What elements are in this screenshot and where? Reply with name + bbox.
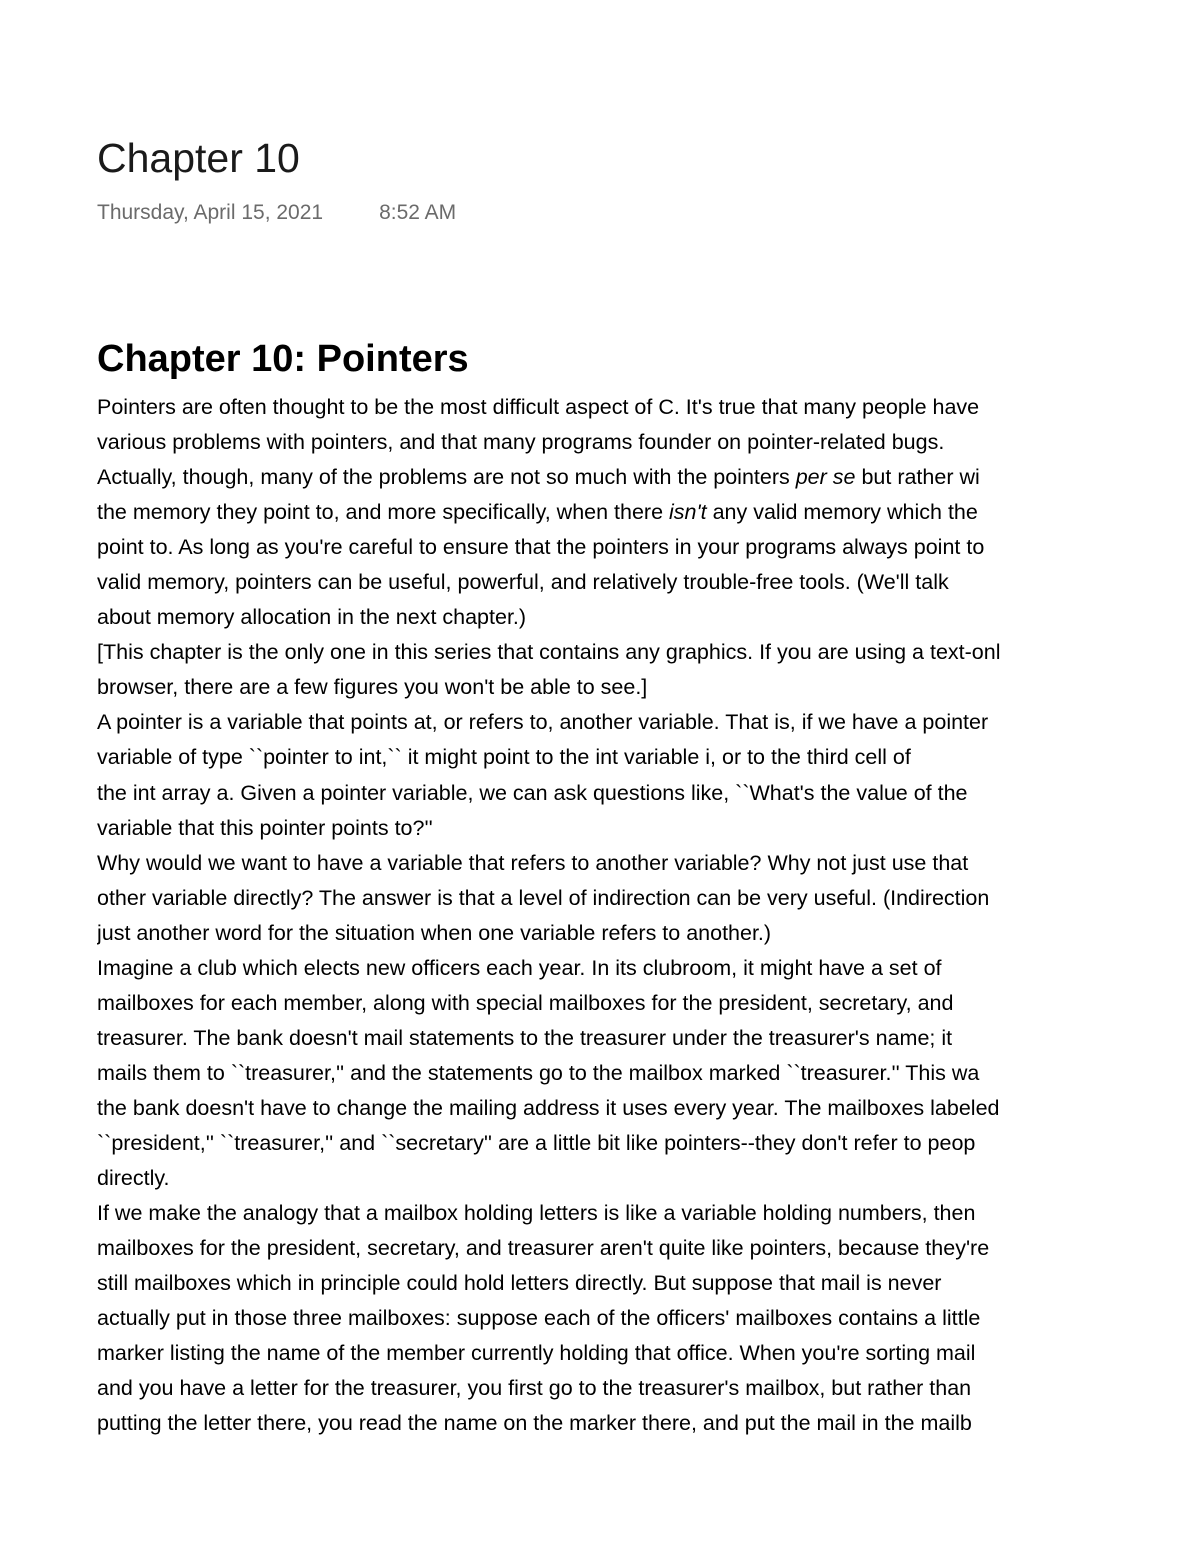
text-line: marker listing the name of the member currently holding that office. When you're sorting mail <box>97 1341 976 1366</box>
text-line: putting the letter there, you read the name on the marker there, and put the mail in the mailb <box>97 1411 972 1436</box>
italic-text: per se <box>795 465 856 490</box>
text-line: If we make the analogy that a mailbox holding letters is like a variable holding numbers, then <box>97 1201 976 1226</box>
text-line: ``president,'' ``treasurer,'' and ``secretary'' are a little bit like pointers--they don't refer to peop <box>97 1130 976 1155</box>
italic-text: isn't <box>669 500 707 525</box>
text-line: various problems with pointers, and that many programs founder on pointer-related bugs. <box>97 430 945 455</box>
text-line: Imagine a club which elects new officers each year. In its clubroom, it might have a set of <box>97 955 942 980</box>
text-segment: but rather wi <box>855 465 980 490</box>
text-line: mailboxes for the president, secretary, and treasurer aren't quite like pointers, because they're <box>97 1236 990 1261</box>
text-segment: the memory they point to, and more specifically, when there <box>97 500 670 525</box>
text-line: about memory allocation in the next chapter.) <box>97 605 527 630</box>
page-date: Thursday, April 15, 2021 <box>97 201 324 224</box>
text-line: point to. As long as you're careful to ensure that the pointers in your programs always point to <box>97 535 985 560</box>
text-line: valid memory, pointers can be useful, powerful, and relatively trouble-free tools. (We'll talk <box>97 570 949 595</box>
text-line: the int array a. Given a pointer variable, we can ask questions like, ``What's the value of the <box>97 780 968 805</box>
text-line: Pointers are often thought to be the most difficult aspect of C. It's true that many people have <box>97 395 980 419</box>
text-line: the bank doesn't have to change the mailing address it uses every year. The mailboxes labeled <box>97 1095 1000 1120</box>
text-line: Why would we want to have a variable that refers to another variable? Why not just use that <box>97 850 969 875</box>
text-line: treasurer. The bank doesn't mail statements to the treasurer under the treasurer's name; it <box>97 1025 953 1050</box>
text-line: mails them to ``treasurer,'' and the statements go to the mailbox marked ``treasurer.'' This wa <box>97 1060 980 1085</box>
text-line <box>97 495 1200 530</box>
text-line: A pointer is a variable that points at, or refers to, another variable. That is, if we have a pointer <box>97 710 989 735</box>
text-line: variable of type ``pointer to int,`` it might point to the int variable i, or to the third cell of <box>97 745 911 770</box>
note-body[interactable] <box>97 328 1200 1438</box>
page-timestamp <box>97 197 456 229</box>
text-line: other variable directly? The answer is that a level of indirection can be very useful. (Indirection <box>97 885 990 910</box>
text-line: just another word for the situation when one variable refers to another.) <box>97 920 772 945</box>
page-title: Chapter 10 <box>97 135 300 181</box>
text-segment: Actually, though, many of the problems are not so much with the pointers <box>97 465 796 490</box>
text-line: still mailboxes which in principle could hold letters directly. But suppose that mail is never <box>97 1271 942 1296</box>
text-line: actually put in those three mailboxes: suppose each of the officers' mailboxes contains a little <box>97 1306 981 1331</box>
text-line: [This chapter is the only one in this series that contains any graphics. If you are using a text-onl <box>97 640 1001 665</box>
page-time: 8:52 AM <box>379 201 457 224</box>
text-line: browser, there are a few figures you won't be able to see.] <box>97 675 648 700</box>
text-segment: any valid memory which the <box>706 500 978 525</box>
text-line: and you have a letter for the treasurer, you first go to the treasurer's mailbox, but rather than <box>97 1376 972 1401</box>
body-text <box>97 390 1200 1438</box>
text-line <box>97 460 1200 495</box>
text-line: mailboxes for each member, along with special mailboxes for the president, secretary, and <box>97 990 954 1015</box>
text-line: variable that this pointer points to?'' <box>97 815 433 840</box>
chapter-heading: Chapter 10: Pointers <box>97 338 469 380</box>
text-line: directly. <box>97 1166 170 1191</box>
